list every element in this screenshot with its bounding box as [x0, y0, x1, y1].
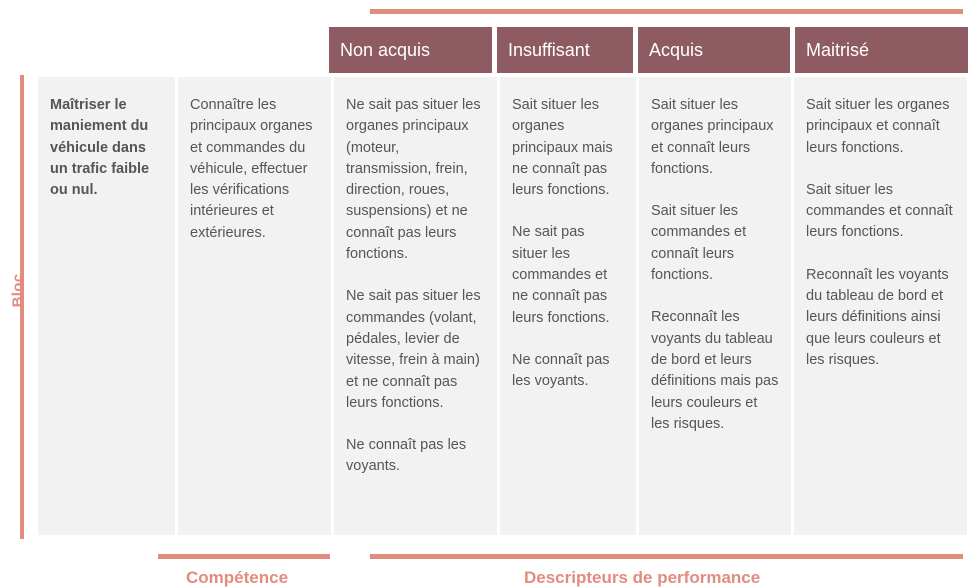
table-header-row	[329, 27, 968, 73]
descriptor-paragraph: Ne connaît pas les voyants.	[346, 437, 467, 475]
descriptor-paragraph: Ne sait pas situer les commandes et ne connaît pas leurs fonctions.	[512, 224, 610, 326]
top-accent-rule	[370, 9, 963, 14]
descriptor-paragraph: Sait situer les organes principaux et connaît leurs fonctions.	[651, 97, 774, 177]
column-header-insuffisant: Insuffisant	[497, 27, 633, 73]
table-row	[38, 77, 967, 535]
descriptor-paragraph: Ne sait pas situer les commandes (volant, pédales, levier de vitesse, frein à main) et ne connaît pas leurs fonctions.	[346, 288, 481, 411]
descriptor-paragraph: Ne sait pas situer les organes principaux (moteur, transmission, frein, direction, roues, suspensions) et ne connaît pas leurs fonctions.	[346, 97, 481, 263]
descripteurs-caption: Descripteurs de performance	[524, 568, 761, 587]
cell-competence: Connaître les principaux organes et commandes du véhicule, effectuer les vérifications intérieures et extérieures.	[178, 77, 331, 535]
cell-objective: Maîtriser le maniement du véhicule dans un trafic faible ou nul.	[38, 77, 175, 535]
descriptor-paragraph: Sait situer les commandes et connaît leurs fonctions.	[806, 181, 953, 241]
bottom-left-accent-rule	[158, 554, 330, 559]
descriptor-paragraph: Reconnaît les voyants du tableau de bord et leurs définitions mais pas leurs couleurs et les risques.	[651, 309, 779, 432]
bottom-right-accent-rule	[370, 554, 963, 559]
column-header-acquis: Acquis	[638, 27, 790, 73]
descriptor-paragraph: Sait situer les commandes et connaît leurs fonctions.	[651, 203, 747, 284]
competence-caption: Compétence	[186, 568, 289, 587]
descriptor-paragraph: Ne connaît pas les voyants.	[512, 351, 610, 390]
cell-insuffisant	[500, 77, 636, 535]
descriptor-paragraph: Reconnaît les voyants du tableau de bord et leurs définitions ainsi que leurs couleurs et les risques.	[806, 266, 949, 368]
column-header-maitrise: Maitrisé	[795, 27, 968, 73]
descriptor-paragraph: Sait situer les organes principaux et connaît leurs fonctions.	[806, 97, 950, 156]
descriptor-paragraph: Sait situer les organes principaux mais ne connaît pas leurs fonctions.	[512, 97, 613, 199]
cell-acquis	[639, 77, 791, 535]
bloc-side-label: Bloc	[9, 273, 27, 308]
cell-non-acquis	[334, 77, 497, 535]
cell-maitrise	[794, 77, 967, 535]
column-header-non-acquis: Non acquis	[329, 27, 492, 73]
